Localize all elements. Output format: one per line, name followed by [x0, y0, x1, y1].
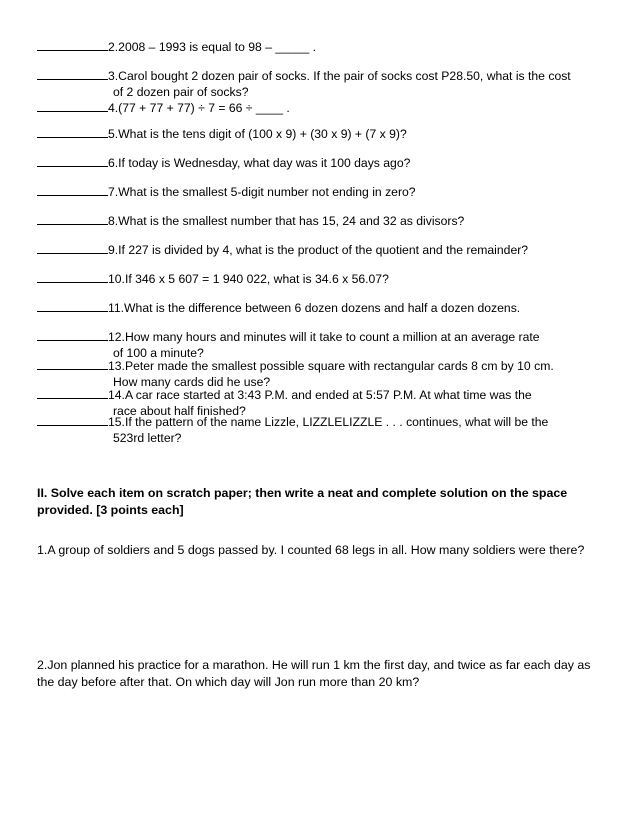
section-heading-line: II. Solve each item on scratch paper; then write a neat and complete solution on the space [37, 486, 568, 500]
answer-blank[interactable] [37, 37, 108, 51]
section-heading-line: provided. [3 points each] [37, 503, 184, 517]
answer-blank[interactable] [37, 240, 108, 254]
question-text-continued: How many cards did he use? [113, 375, 271, 389]
answer-blank[interactable] [37, 211, 108, 225]
answer-blank[interactable] [37, 412, 108, 426]
question-9 [37, 240, 607, 258]
question-text: 3.Carol bought 2 dozen pair of socks. If the pair of socks cost P28.50, what is the cost [108, 69, 571, 83]
problem-2 [37, 657, 607, 691]
question-text-continued: 523rd letter? [113, 431, 182, 445]
answer-blank[interactable] [37, 356, 108, 370]
problem-text: 2.Jon planned his practice for a marathon. He will run 1 km the first day, and twice as far each day as [37, 658, 591, 672]
question-11 [37, 298, 607, 316]
question-15 [37, 412, 607, 446]
question-6 [37, 153, 607, 171]
question-5 [37, 124, 607, 142]
question-text: 4.(77 + 77 + 77) ÷ 7 = 66 ÷ ____ . [108, 101, 290, 115]
problem-1 [37, 542, 607, 559]
question-text: 11.What is the difference between 6 dozen dozens and half a dozen dozens. [108, 301, 521, 315]
question-text: 2.2008 – 1993 is equal to 98 – _____ . [108, 40, 317, 54]
question-text: 5.What is the tens digit of (100 x 9) + (30 x 9) + (7 x 9)? [108, 127, 407, 141]
question-text: 15.If the pattern of the name Lizzle, LIZZLELIZZLE . . . continues, what will be the [108, 415, 549, 429]
answer-blank[interactable] [37, 182, 108, 196]
problem-text: 1.A group of soldiers and 5 dogs passed by. I counted 68 legs in all. How many soldiers were there? [37, 543, 585, 557]
answer-blank[interactable] [37, 98, 108, 112]
question-2 [37, 37, 607, 55]
question-8 [37, 211, 607, 229]
question-text: 12.How many hours and minutes will it take to count a million at an average rate [108, 330, 540, 344]
answer-blank[interactable] [37, 153, 108, 167]
question-7 [37, 182, 607, 200]
question-text: 13.Peter made the smallest possible square with rectangular cards 8 cm by 10 cm. [108, 359, 554, 373]
answer-blank[interactable] [37, 385, 108, 399]
problem-text-continued: the day before after that. On which day will Jon run more than 20 km? [37, 675, 420, 689]
section-2-heading [37, 485, 607, 519]
question-text: 14.A car race started at 3:43 P.M. and ended at 5:57 P.M. At what time was the [108, 388, 532, 402]
answer-blank[interactable] [37, 124, 108, 138]
question-text: 8.What is the smallest number that has 15, 24 and 32 as divisors? [108, 214, 465, 228]
question-text-continued: of 100 a minute? [113, 346, 204, 360]
answer-blank[interactable] [37, 327, 108, 341]
question-3 [37, 66, 607, 100]
question-text: 6.If today is Wednesday, what day was it 100 days ago? [108, 156, 411, 170]
answer-blank[interactable] [37, 298, 108, 312]
answer-blank[interactable] [37, 66, 108, 80]
question-10 [37, 269, 607, 287]
answer-blank[interactable] [37, 269, 108, 283]
question-4 [37, 98, 607, 116]
question-text: 10.If 346 x 5 607 = 1 940 022, what is 34.6 x 56.07? [108, 272, 389, 286]
question-text-continued: of 2 dozen pair of socks? [113, 85, 249, 99]
question-text-continued: race about half finished? [113, 404, 246, 418]
question-text: 7.What is the smallest 5-digit number not ending in zero? [108, 185, 416, 199]
question-text: 9.If 227 is divided by 4, what is the product of the quotient and the remainder? [108, 243, 529, 257]
